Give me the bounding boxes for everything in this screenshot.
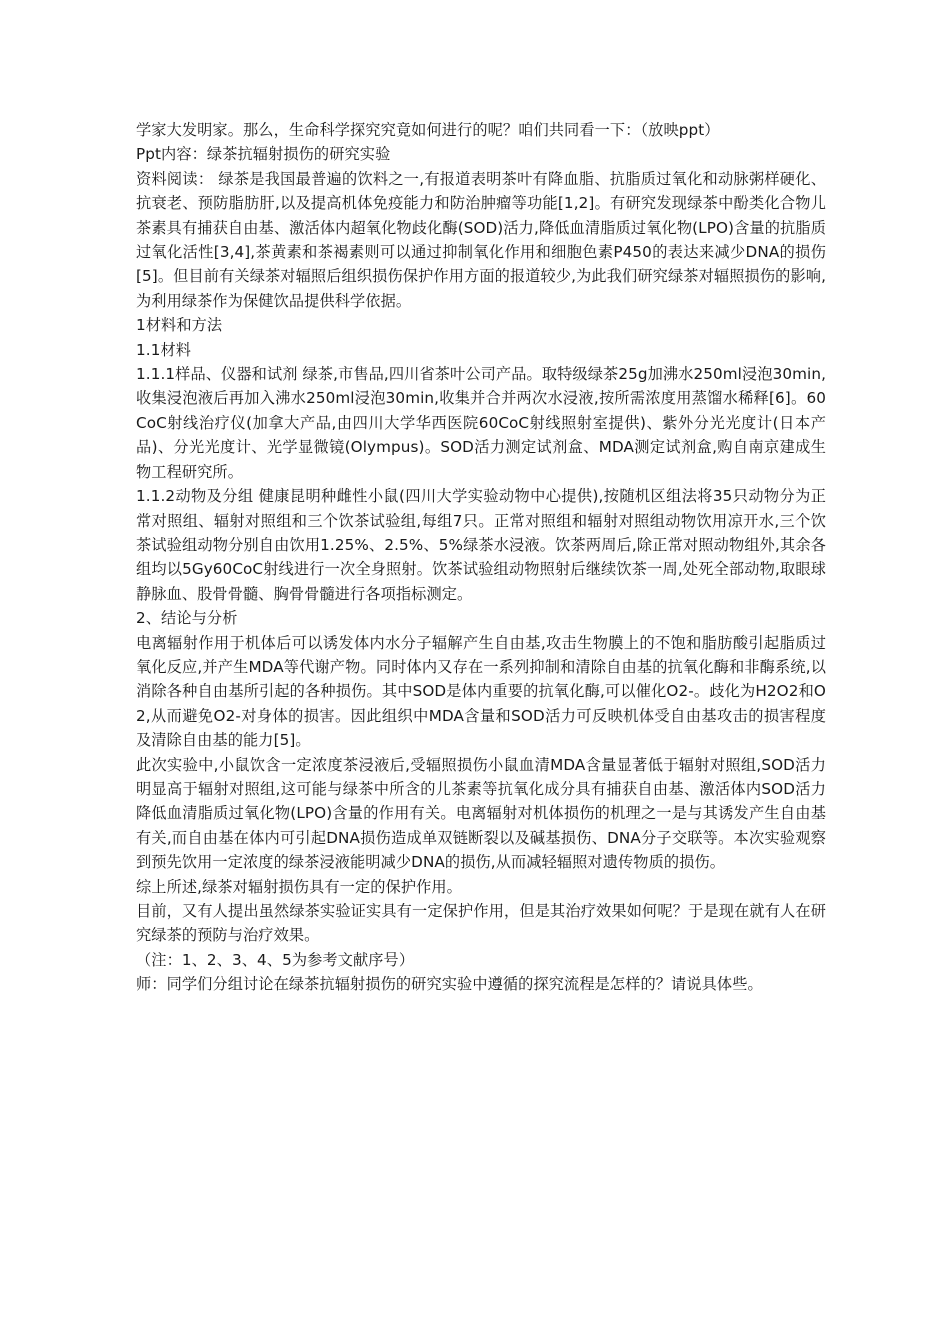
heading-materials-methods: 1材料和方法 [136, 316, 223, 335]
paragraph-samples: 1.1.1样品、仪器和试剂 绿茶,市售品,四川省茶叶公司产品。取特级绿茶25g加沸水250ml浸泡30min,收集浸泡液后再加入沸水250ml浸泡30min,收集并合并两次水浸液,按所需浓度用蒸馏水稀释[6]。60CoC射线治疗仪(加拿大产品,由四川大学华西医院60CoC射线照射室提供)、紫外分光光度计(日本产品)、分光光度计、光学显微镜(Olympus)。SOD活力测定试剂盒、MDA测定试剂盒,购自南京建成生物工程研究所。 [136, 365, 826, 481]
paragraph-intro: 学家大发明家。那么，生命科学探究究竟如何进行的呢？咱们共同看一下：（放映ppt） [136, 121, 720, 139]
paragraph-radiation: 电离辐射作用于机体后可以诱发体内水分子辐解产生自由基,攻击生物膜上的不饱和脂肪酸引起脂质过氧化反应,并产生MDA等代谢产物。同时体内又存在一系列抑制和清除自由基的抗氧化酶和非酶系统,以消除各种自由基所引起的各种损伤。其中SOD是体内重要的抗氧化酶,可以催化O2-。歧化为H2O2和O2,从而避免O2-对身体的损害。因此组织中MDA含量和SOD活力可反映机体受自由基攻击的损害程度及清除自由基的能力[5]。 [136, 633, 826, 750]
paragraph-teacher: 师：同学们分组讨论在绿茶抗辐射损伤的研究实验中遵循的探究流程是怎样的？请说具体些。 [136, 975, 763, 994]
paragraph-summary: 综上所述,绿茶对辐射损伤具有一定的保护作用。 [136, 877, 462, 896]
heading-materials: 1.1材料 [136, 340, 192, 359]
heading-conclusion: 2、结论与分析 [136, 609, 238, 628]
paragraph-note: （注：1、2、3、4、5为参考文献序号） [136, 950, 415, 969]
paragraph-experiment: 此次实验中,小鼠饮含一定浓度茶浸液后,受辐照损伤小鼠血清MDA含量显著低于辐射对照组,SOD活力明显高于辐射对照组,这可能与绿茶中所含的儿茶素等抗氧化成分具有捕获自由基、激活体内SOD活力降低血清脂质过氧化物(LPO)含量的作用有关。电离辐射对机体损伤的机理之一是与其诱发产生自由基有关,而自由基在体内可引起DNA损伤造成单双链断裂以及碱基损伤、DNA分子交联等。本次实验观察到预先饮用一定浓度的绿茶浸液能明减少DNA的损伤,从而减轻辐照对遗传物质的损伤。 [136, 755, 826, 872]
paragraph-reading: 资料阅读： 绿茶是我国最普遍的饮料之一,有报道表明茶叶有降血脂、抗脂质过氧化和动脉粥样硬化、抗衰老、预防脂肪肝,以及提高机体免疫能力和防治肿瘤等功能[1,2]。有研究发现绿茶中酚类化合物儿茶素具有捕获自由基、激活体内超氧化物歧化酶(SOD)活力,降低血清脂质过氧化物(LPO)含量的抗脂质过氧化活性[3,4],茶黄素和茶褐素则可以通过抑制氧化作用和细胞色素P450的表达来减少DNA的损伤[5]。但目前有关绿茶对辐照后组织损伤保护作用方面的报道较少,为此我们研究绿茶对辐照损伤的影响,为利用绿茶作为保健饮品提供科学依据。 [136, 169, 826, 310]
document-body [136, 118, 826, 997]
paragraph-current: 目前，又有人提出虽然绿茶实验证实具有一定保护作用，但是其治疗效果如何呢？于是现在就有人在研究绿茶的预防与治疗效果。 [136, 902, 826, 945]
paragraph-animals: 1.1.2动物及分组 健康昆明种雌性小鼠(四川大学实验动物中心提供),按随机区组法将35只动物分为正常对照组、辐射对照组和三个饮茶试验组,每组7只。正常对照组和辐射对照组动物饮用凉开水,三个饮茶试验组动物分别自由饮用1.25%、2.5%、5%绿茶水浸液。饮茶两周后,除正常对照动物组外,其余各组均以5Gy60CoC射线进行一次全身照射。饮茶试验组动物照射后继续饮茶一周,处死全部动物,取眼球静脉血、股骨骨髓、胸骨骨髓进行各项指标测定。 [136, 487, 826, 603]
paragraph-ppt-title: Ppt内容：绿茶抗辐射损伤的研究实验 [136, 145, 391, 164]
